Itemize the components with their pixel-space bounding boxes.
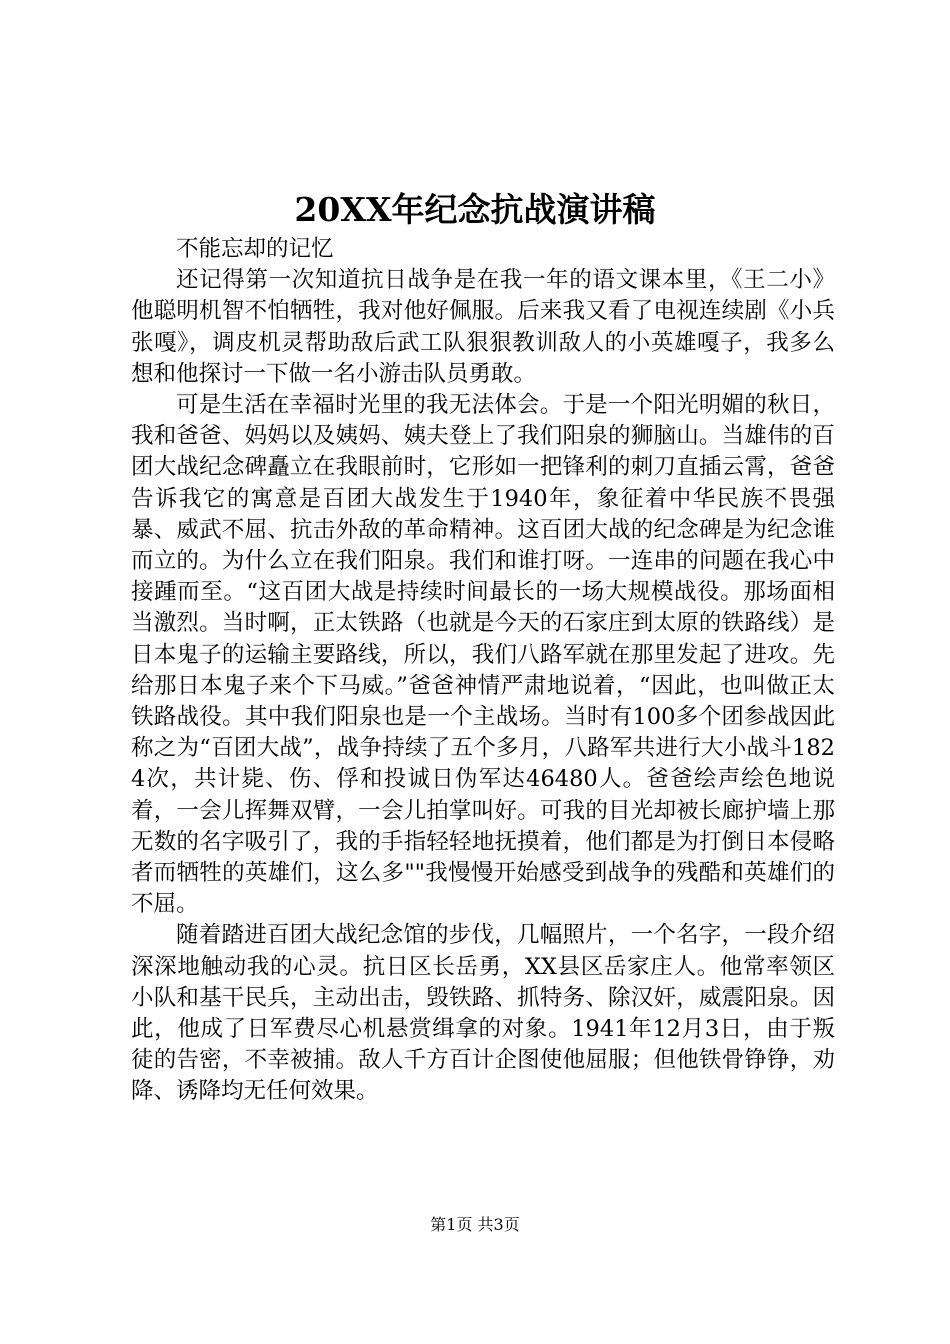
document-body bbox=[131, 234, 835, 1108]
paragraph-3: 随着踏进百团大战纪念馆的步伐，几幅照片，一个名字，一段介绍深深地触动我的心灵。抗日区长岳勇，XX县区岳家庄人。他常率领区小队和基干民兵，主动出击，毁铁路、抓特务、除汉奸，威震阳泉。因此，他成了日军费尽心机悬赏缉拿的对象。1941年12月3日，由于叛徒的告密，不幸被捕。敌人千方百计企图使他屈服；但他铁骨铮铮，劝降、诱降均无任何效果。 bbox=[131, 922, 835, 1105]
paragraph-1: 还记得第一次知道抗日战争是在我一年的语文课本里，《王二小》他聪明机智不怕牺牲，我对他好佩服。后来我又看了电视连续剧《小兵张嘎》，调皮机灵帮助敌后武工队狠狠教训敌人的小英雄嘎子，我多么想和他探讨一下做一名小游击队员勇敢。 bbox=[131, 267, 835, 387]
document-title: 20XX年纪念抗战演讲稿 bbox=[294, 190, 656, 229]
paragraph-2: 可是生活在幸福时光里的我无法体会。于是一个阳光明媚的秋日，我和爸爸、妈妈以及姨妈、姨夫登上了我们阳泉的狮脑山。当雄伟的百团大战纪念碑矗立在我眼前时，它形如一把锋利的刺刀直插云霄，爸爸告诉我它的寓意是百团大战发生于1940年，象征着中华民族不畏强暴、威武不屈、抗击外敌的革命精神。这百团大战的纪念碑是为纪念谁而立的。为什么立在我们阳泉。我们和谁打呀。一连串的问题在我心中接踵而至。“这百团大战是持续时间最长的一场大规模战役。那场面相当激烈。当时啊，正太铁路（也就是今天的石家庄到太原的铁路线）是日本鬼子的运输主要路线，所以，我们八路军就在那里发起了进攻。先给那日本鬼子来个下马威。”爸爸神情严肃地说着，“因此，也叫做正太铁路战役。其中我们阳泉也是一个主战场。当时有100多个团参战因此称之为“百团大战”，战争持续了五个多月，八路军共进行大小战斗1824次，共计毙、伤、俘和投诚日伪军达46480人。爸爸绘声绘色地说着，一会儿挥舞双臂，一会儿拍掌叫好。可我的目光却被长廊护墙上那无数的名字吸引了，我的手指轻轻地抚摸着，他们都是为打倒日本侵略者而牺牲的英雄们，这么多""我慢慢开始感受到战争的残酷和英雄们的不屈。 bbox=[131, 392, 835, 918]
page-footer: 第1页 共3页 bbox=[430, 1215, 520, 1234]
document-subtitle: 不能忘却的记忆 bbox=[176, 236, 334, 262]
